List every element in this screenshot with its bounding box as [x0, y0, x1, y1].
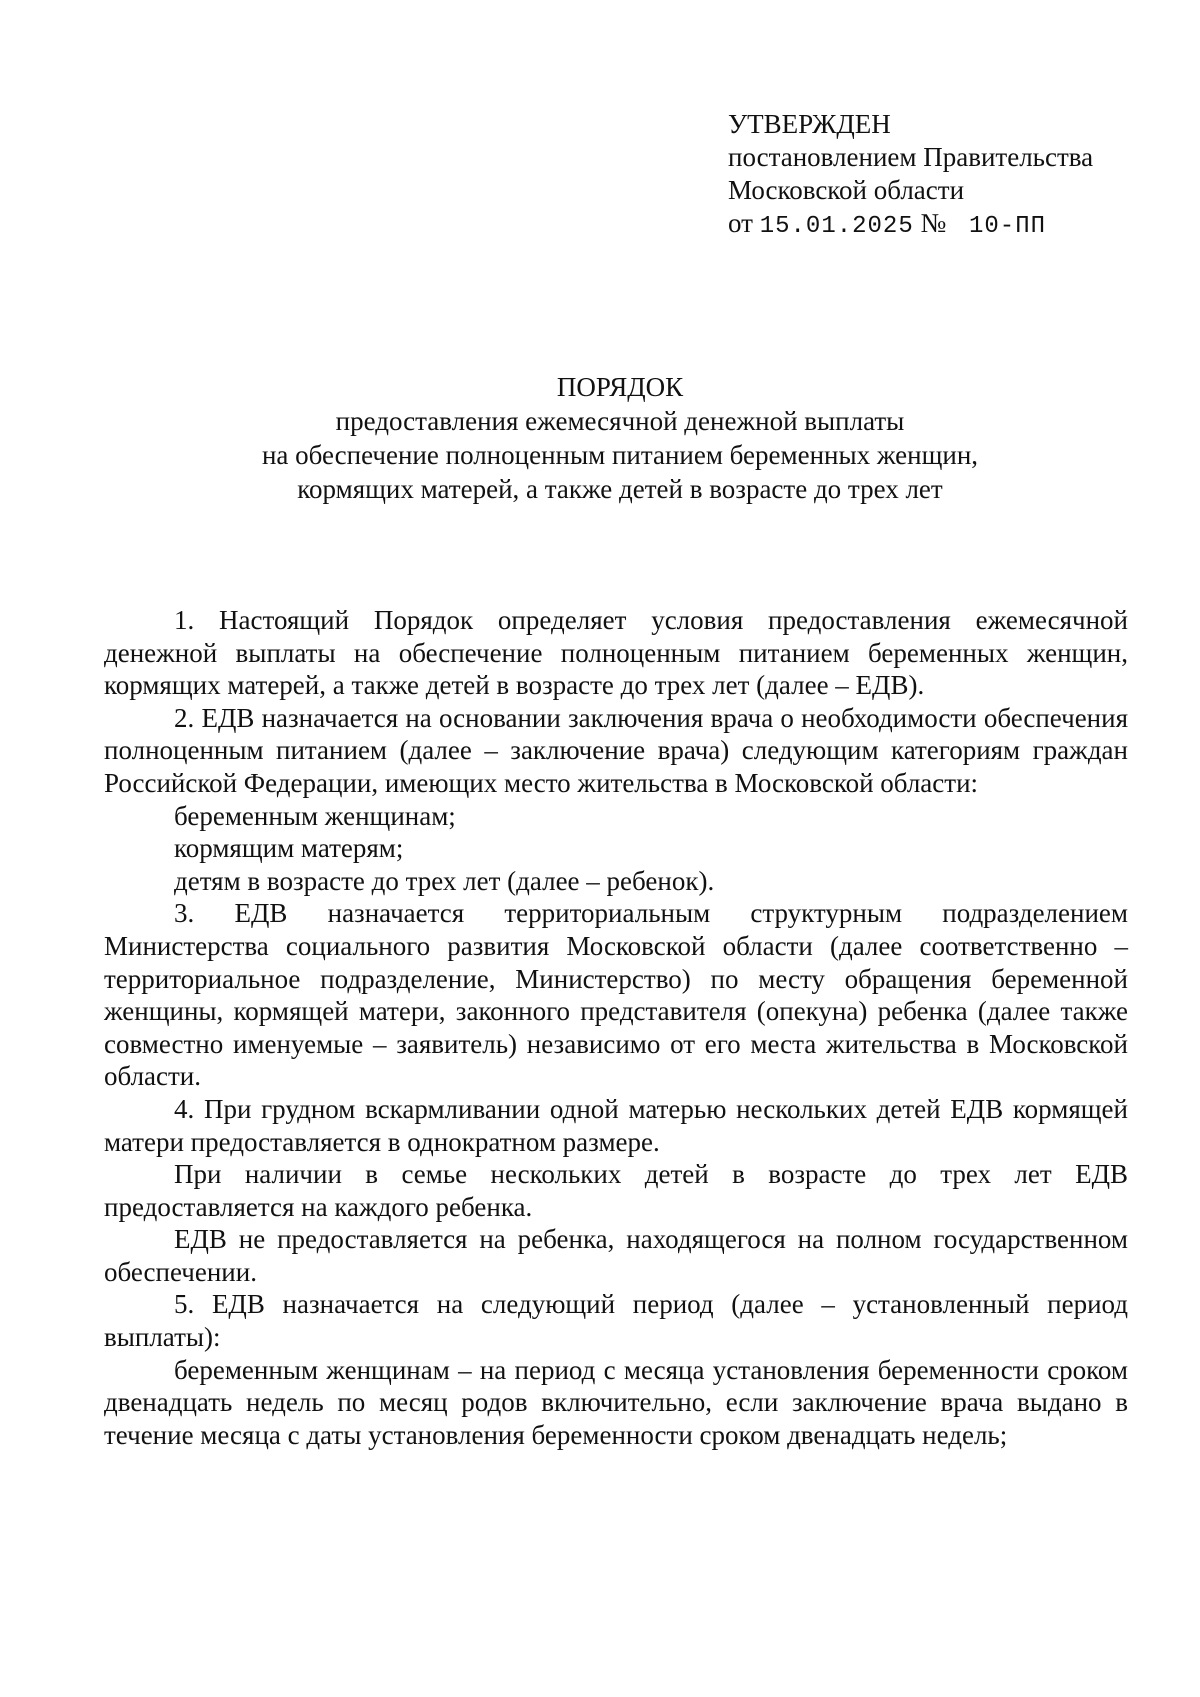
paragraph-2-item-2: кормящим матерям;: [174, 833, 404, 864]
paragraph-4-c: ЕДВ не предоставляется на ребенка, находящегося на полном государственном обеспечении.: [104, 1224, 1128, 1287]
paragraph-3: 3. ЕДВ назначается территориальным структурным подразделением Министерства социального развития Московской области (далее соответственно – территориальное подразделение, Министерство) по месту обращения беременной женщины, кормящей матери, законного представителя (опекуна) ребенка (далее также совместно именуемые – заявитель) независимо от его места жительства в Московской области.: [104, 898, 1128, 1092]
approval-from-word: от: [728, 208, 753, 238]
approval-number: 10-ПП: [969, 213, 1047, 240]
title-line-1: предоставления ежемесячной денежной выплаты: [335, 406, 905, 436]
approval-heading: УТВЕРЖДЕН: [728, 109, 891, 139]
approval-stamp-block: [728, 108, 1093, 243]
approval-line-1: постановлением Правительства: [728, 142, 1094, 172]
approval-line-2: Московской области: [728, 175, 965, 205]
approval-date: 15.01.2025: [759, 213, 914, 240]
approval-date-line: [728, 207, 1093, 243]
title-line-3: кормящих матерей, а также детей в возрасте до трех лет: [297, 474, 943, 504]
approval-number-sign: №: [920, 208, 947, 238]
paragraph-5: 5. ЕДВ назначается на следующий период (далее – установленный период выплаты):: [104, 1289, 1128, 1353]
paragraph-4-b: При наличии в семье нескольких детей в возрасте до трех лет ЕДВ предоставляется на каждого ребенка.: [104, 1159, 1128, 1222]
paragraph-5-item-1: беременным женщинам – на период с месяца установления беременности сроком двенадцать недель по месяц родов включительно, если заключение врача выдано в течение месяца с даты установления беременности сроком двенадцать недель;: [104, 1354, 1128, 1450]
paragraph-2-item-1: беременным женщинам;: [174, 800, 456, 831]
document-body: [104, 604, 1128, 1451]
title-line-2: на обеспечение полноценным питанием беременных женщин,: [261, 440, 979, 470]
paragraph-2-item-3: детям в возрасте до трех лет (далее – ребенок).: [174, 865, 715, 896]
paragraph-1: 1. Настоящий Порядок определяет условия предоставления ежемесячной денежной выплаты на обеспечение полноценным питанием беременных женщин, кормящих матерей, а также детей в возрасте до трех лет (далее – ЕДВ).: [104, 605, 1128, 701]
paragraph-4: 4. При грудном вскармливании одной матерью нескольких детей ЕДВ кормящей матери предоставляется в однократном размере.: [104, 1093, 1128, 1157]
title-heading: ПОРЯДОК: [556, 372, 684, 402]
paragraph-2: 2. ЕДВ назначается на основании заключения врача о необходимости обеспечения полноценным питанием (далее – заключение врача) следующим категориям граждан Российской Федерации, имеющих место жительства в Московской области:: [104, 702, 1128, 798]
document-title: [100, 370, 1140, 506]
